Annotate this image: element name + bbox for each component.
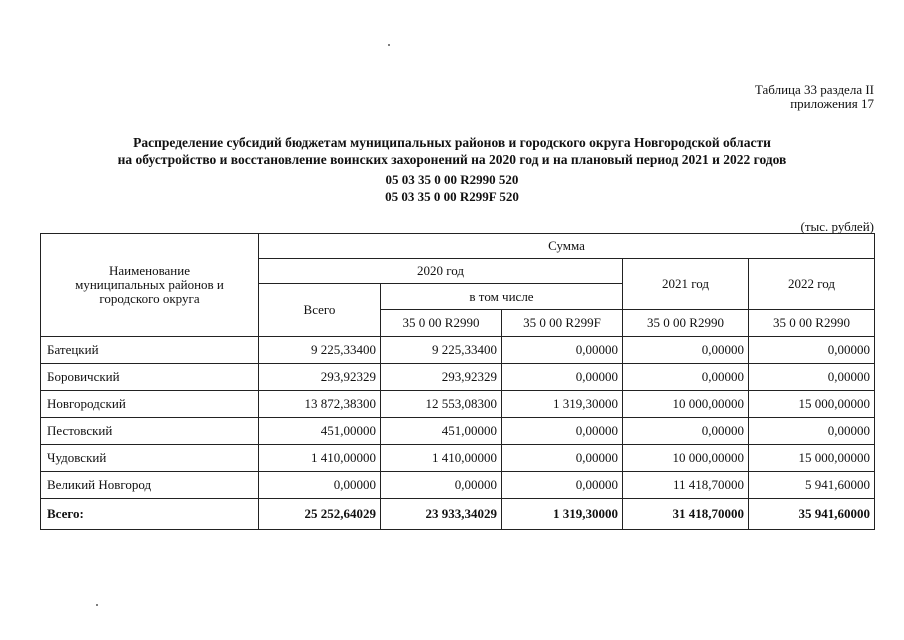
header-code-r2990: 35 0 00 R2990 — [381, 310, 502, 337]
row-total: 1 410,00000 — [259, 445, 381, 472]
row-2022: 15 000,00000 — [749, 445, 875, 472]
title-line1: Распределение субсидий бюджетам муниципальных районов и городского округа Новгородской области — [133, 135, 771, 150]
header-code-2021: 35 0 00 R2990 — [623, 310, 749, 337]
table-reference — [755, 83, 874, 111]
total-row-r299f: 1 319,30000 — [502, 499, 623, 530]
row-name: Новгородский — [41, 391, 259, 418]
budget-code-line1: 05 03 35 0 00 R2990 520 — [385, 172, 519, 187]
total-row-r2990: 23 933,34029 — [381, 499, 502, 530]
row-name: Боровичский — [41, 364, 259, 391]
header-total: Всего — [259, 284, 381, 337]
row-r299f: 0,00000 — [502, 418, 623, 445]
row-r2990: 293,92329 — [381, 364, 502, 391]
row-2022: 0,00000 — [749, 418, 875, 445]
row-2021: 0,00000 — [623, 364, 749, 391]
header-code-r299f: 35 0 00 R299F — [502, 310, 623, 337]
row-total: 9 225,33400 — [259, 337, 381, 364]
row-name: Чудовский — [41, 445, 259, 472]
row-r2990: 1 410,00000 — [381, 445, 502, 472]
total-row-2021: 31 418,70000 — [623, 499, 749, 530]
table-row — [41, 364, 875, 391]
header-year-2022: 2022 год — [749, 259, 875, 310]
row-total: 293,92329 — [259, 364, 381, 391]
row-name: Великий Новгород — [41, 472, 259, 499]
row-2021: 10 000,00000 — [623, 391, 749, 418]
row-2022: 0,00000 — [749, 364, 875, 391]
budget-code-line2: 05 03 35 0 00 R299F 520 — [385, 189, 519, 204]
row-2021: 11 418,70000 — [623, 472, 749, 499]
row-r2990: 9 225,33400 — [381, 337, 502, 364]
budget-codes — [0, 171, 904, 205]
row-r2990: 451,00000 — [381, 418, 502, 445]
row-2022: 15 000,00000 — [749, 391, 875, 418]
table-row — [41, 472, 875, 499]
row-2022: 0,00000 — [749, 337, 875, 364]
header-code-2022: 35 0 00 R2990 — [749, 310, 875, 337]
table-row — [41, 418, 875, 445]
row-total: 0,00000 — [259, 472, 381, 499]
title-line2: на обустройство и восстановление воинских захоронений на 2020 год и на плановый период 2021 и 2022 годов — [117, 152, 787, 167]
scan-speck — [96, 604, 98, 606]
scan-speck — [388, 44, 390, 46]
total-row-total: 25 252,64029 — [259, 499, 381, 530]
total-row-2022: 35 941,60000 — [749, 499, 875, 530]
row-r299f: 0,00000 — [502, 445, 623, 472]
row-r2990: 12 553,08300 — [381, 391, 502, 418]
row-2021: 0,00000 — [623, 418, 749, 445]
table-row — [41, 391, 875, 418]
header-including: в том числе — [381, 284, 623, 310]
header-year-2021: 2021 год — [623, 259, 749, 310]
row-r299f: 1 319,30000 — [502, 391, 623, 418]
total-row — [41, 499, 875, 530]
table-ref-line2: приложения 17 — [790, 96, 874, 111]
row-r299f: 0,00000 — [502, 337, 623, 364]
table-row — [41, 337, 875, 364]
row-r299f: 0,00000 — [502, 364, 623, 391]
row-2022: 5 941,60000 — [749, 472, 875, 499]
row-r299f: 0,00000 — [502, 472, 623, 499]
subsidy-table — [40, 233, 875, 530]
total-row-name: Всего: — [41, 499, 259, 530]
row-2021: 10 000,00000 — [623, 445, 749, 472]
unit-label: (тыс. рублей) — [800, 219, 874, 234]
row-total: 451,00000 — [259, 418, 381, 445]
table-row — [41, 445, 875, 472]
table-ref-line1: Таблица 33 раздела II — [754, 82, 874, 97]
row-total: 13 872,38300 — [259, 391, 381, 418]
header-year-2020: 2020 год — [259, 259, 623, 284]
row-name: Батецкий — [41, 337, 259, 364]
header-sum: Сумма — [259, 234, 875, 259]
row-name: Пестовский — [41, 418, 259, 445]
row-r2990: 0,00000 — [381, 472, 502, 499]
row-2021: 0,00000 — [623, 337, 749, 364]
document-title — [0, 134, 904, 168]
header-name-column: Наименование муниципальных районов и городского округа — [41, 234, 259, 337]
